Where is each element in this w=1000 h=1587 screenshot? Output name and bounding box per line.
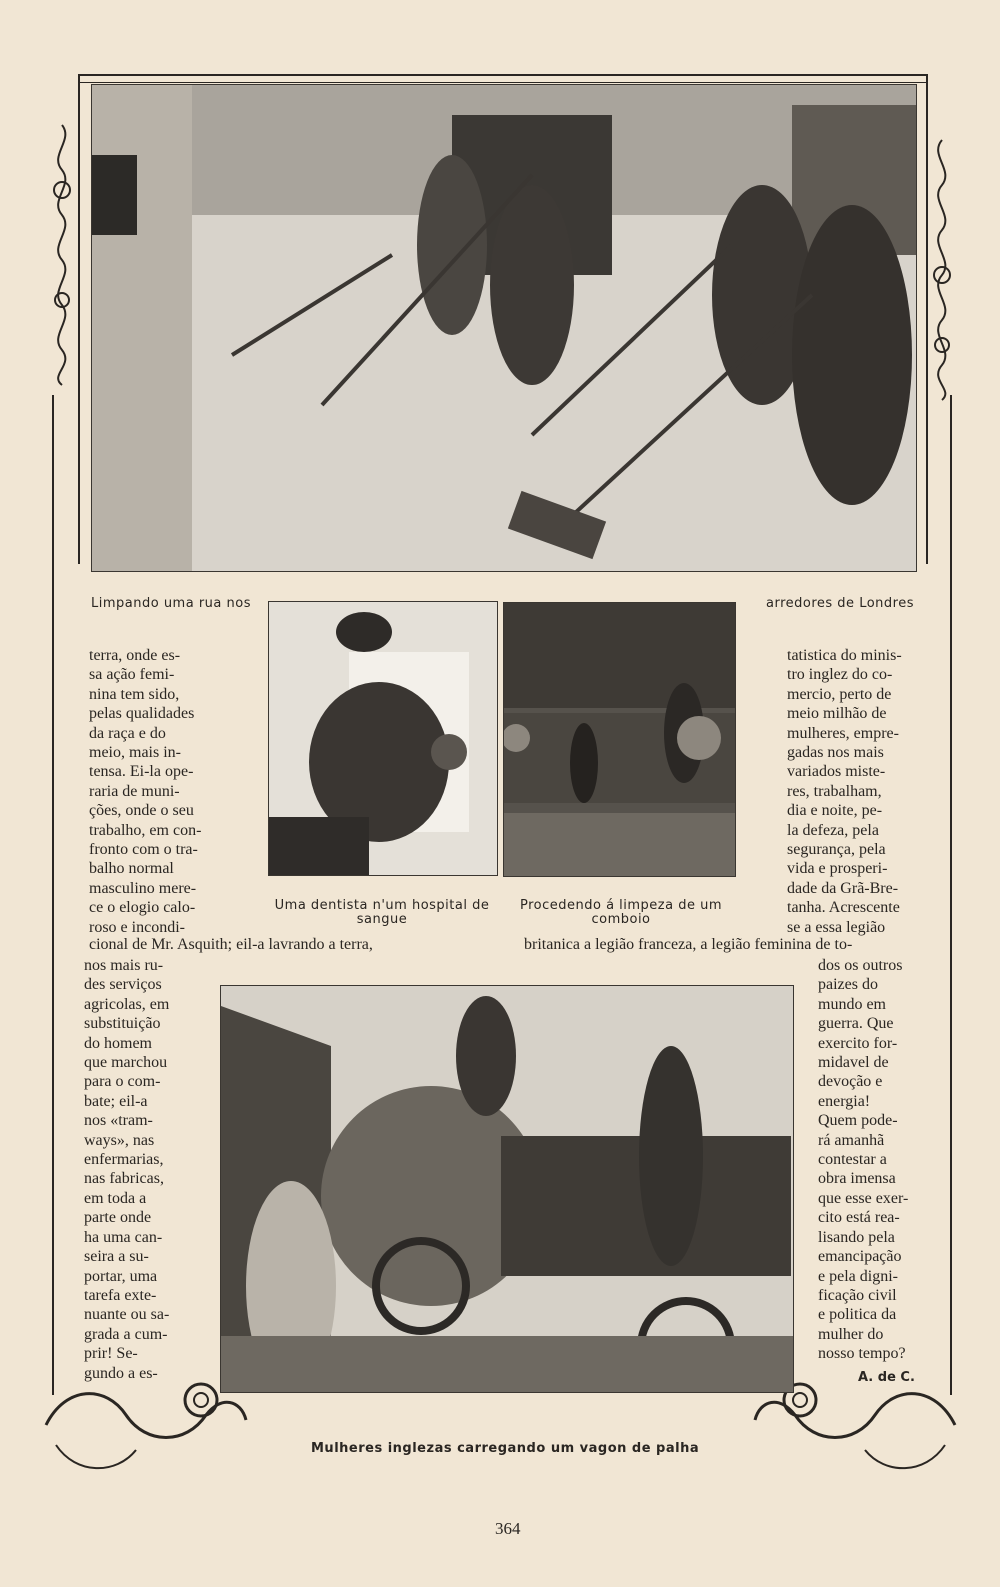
text-line: fronto com o tra- (89, 841, 198, 859)
signature: A. de C. (858, 1370, 915, 1385)
text-line: terra, onde es- (89, 647, 181, 664)
page-number: 364 (495, 1519, 521, 1538)
text-line: bate; eil-a (84, 1092, 148, 1110)
text-line: ha uma can- (84, 1228, 163, 1246)
wide-line-left: cional de Mr. Asquith; eil-a lavrando a terra, (89, 936, 373, 953)
text-line: gundo a es- (84, 1364, 158, 1382)
text-line: mercio, perto de (787, 685, 892, 703)
text-line: gadas nos mais (787, 744, 884, 762)
text-line: balho normal (89, 860, 174, 878)
left-column-upper (89, 646, 225, 937)
text-line: tro inglez do co- (787, 666, 893, 684)
text-line: cito está rea- (818, 1209, 900, 1227)
text-line: midavel de (818, 1054, 889, 1072)
text-line: meio, mais in- (89, 744, 181, 762)
text-line: paizes do (818, 976, 878, 994)
text-line: tarefa exte- (84, 1286, 157, 1304)
train-cleaning-photo (503, 602, 736, 877)
text-line: tensa. Ei-la ope- (89, 763, 194, 781)
text-line: e politica da (818, 1306, 897, 1324)
text-line: agricolas, em (84, 995, 170, 1013)
text-line: nos «tram- (84, 1112, 153, 1130)
text-line: devoção e (818, 1073, 883, 1091)
text-line: prir! Se- (84, 1345, 138, 1363)
text-line: dos os outros (818, 957, 903, 974)
text-line: ce o elogio calo- (89, 899, 196, 917)
text-line: nina tem sido, (89, 685, 180, 703)
text-line: trabalho, em con- (89, 821, 202, 839)
text-line: tanha. Acrescente (787, 899, 900, 917)
text-line: nuante ou sa- (84, 1306, 170, 1324)
outer-left-rule (52, 395, 54, 1395)
right-column-upper (787, 646, 924, 937)
text-line: substituição (84, 1015, 161, 1033)
text-line: grada a cum- (84, 1325, 168, 1343)
text-line: se a essa legião (787, 918, 886, 936)
dentist-photo (268, 601, 498, 876)
text-line: Quem pode- (818, 1112, 898, 1130)
text-line: raria de muni- (89, 782, 180, 800)
text-line: obra imensa (818, 1170, 896, 1188)
outer-right-rule (950, 395, 952, 1395)
text-line: segurança, pela (787, 841, 886, 859)
text-line: portar, uma (84, 1267, 158, 1285)
text-line: nos mais ru- (84, 957, 164, 974)
text-line: ficação civil (818, 1286, 897, 1304)
text-line: res, trabalham, (787, 782, 882, 800)
right-column-lower (818, 956, 924, 1364)
text-line: rá amanhã (818, 1131, 885, 1149)
caption-top-right: arredores de Londres (766, 596, 914, 611)
text-line: sa ação femi- (89, 666, 175, 684)
text-line: ways», nas (84, 1131, 155, 1149)
text-line: dia e noite, pe- (787, 802, 883, 820)
text-line: para o com- (84, 1073, 161, 1091)
text-line: que esse exer- (818, 1189, 909, 1207)
text-line: exercito for- (818, 1034, 898, 1052)
caption-dentist: Uma dentista n'um hospital de sangue (274, 898, 490, 927)
text-line: guerra. Que (818, 1015, 894, 1033)
text-line: energia! (818, 1092, 871, 1110)
text-line: mundo em (818, 995, 886, 1013)
text-line: vida e prosperi- (787, 860, 888, 878)
text-line: roso e incondi- (89, 918, 185, 936)
text-line: seira a su- (84, 1248, 149, 1266)
caption-top-left: Limpando uma rua nos (91, 596, 251, 611)
text-line: da raça e do (89, 724, 166, 742)
street-sweeping-photo (91, 84, 917, 572)
text-line: nosso tempo? (818, 1345, 906, 1363)
caption-bottom: Mulheres inglezas carregando um vagon de palha (311, 1441, 700, 1456)
left-column-lower (84, 956, 216, 1383)
text-line: variados miste- (787, 763, 886, 781)
text-line: ções, onde o seu (89, 802, 194, 820)
text-line: pelas qualidades (89, 705, 195, 723)
text-line: la defeza, pela (787, 821, 879, 839)
text-line: contestar a (818, 1151, 887, 1169)
text-line: des serviços (84, 976, 162, 994)
text-line: tatistica do minis- (787, 647, 902, 664)
right-scroll-ornament (924, 135, 960, 405)
text-line: nas fabricas, (84, 1170, 164, 1188)
text-line: que marchou (84, 1054, 168, 1072)
text-line: emancipação (818, 1248, 902, 1266)
wide-line-right: britanica a legião franceza, a legião feminina de to- (524, 936, 853, 953)
top-frame-rule (80, 74, 928, 83)
text-line: enfermarias, (84, 1151, 164, 1169)
text-line: do homem (84, 1034, 152, 1052)
text-line: mulheres, empre- (787, 724, 899, 742)
caption-train: Procedendo á limpeza de um comboio (519, 898, 723, 927)
text-line: mulher do (818, 1325, 884, 1343)
text-line: lisando pela (818, 1228, 895, 1246)
text-line: dade da Grã-Bre- (787, 879, 899, 897)
text-line: parte onde (84, 1209, 152, 1227)
text-line: masculino mere- (89, 879, 197, 897)
text-line: meio milhão de (787, 705, 887, 723)
text-line: e pela digni- (818, 1267, 898, 1285)
hay-wagon-photo (220, 985, 794, 1393)
left-scroll-ornament (44, 120, 80, 390)
text-line: em toda a (84, 1189, 147, 1207)
